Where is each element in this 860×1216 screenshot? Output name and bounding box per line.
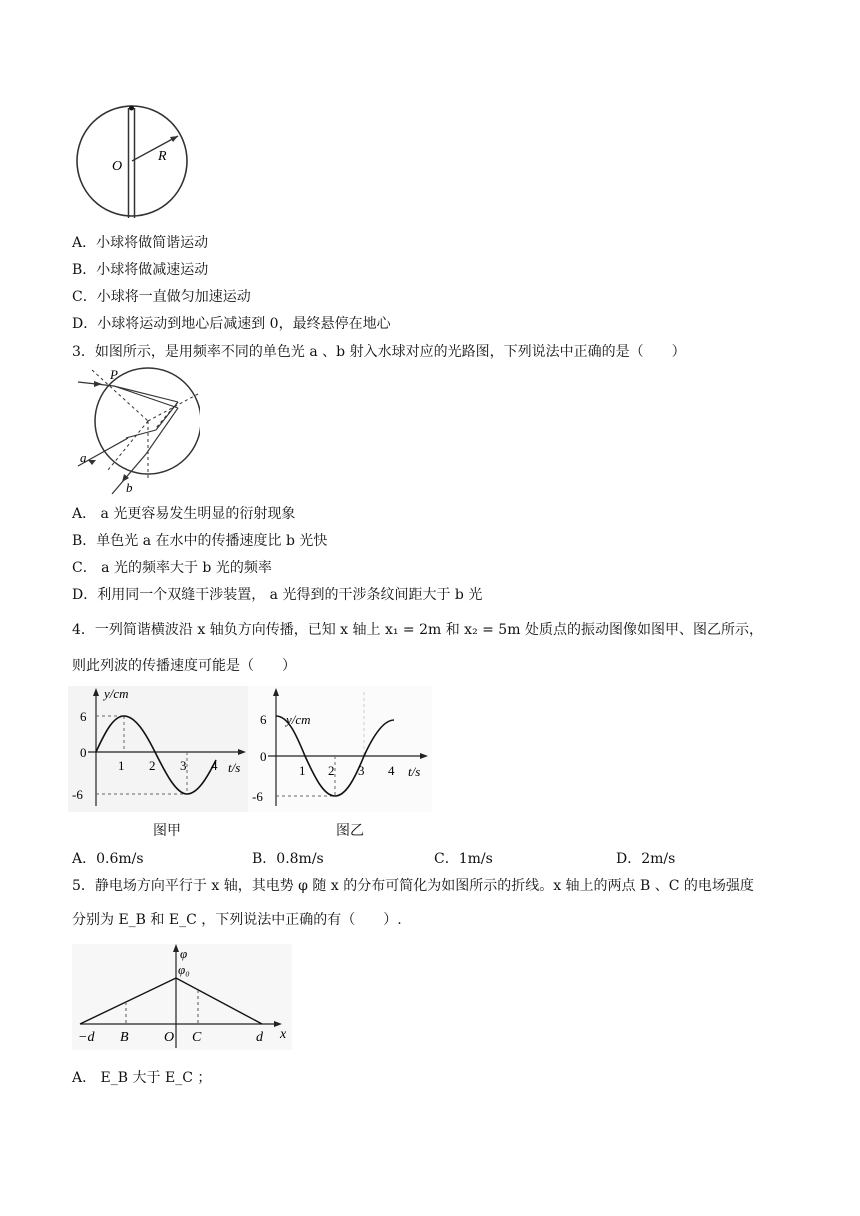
q4-g1-xtick-2: 2 <box>149 758 156 773</box>
q2-center-label: O <box>112 159 123 174</box>
q3-stem: 3．如图所示，是用频率不同的单色光 a 、b 射入水球对应的光路图，下列说法中正确的是（ ） <box>72 344 686 360</box>
q5-b-label: B <box>120 1030 129 1045</box>
q4-g2-xtick-1: 1 <box>299 763 306 778</box>
q5-stem-line1: 5．静电场方向平行于 x 轴，其电势 φ 随 x 的分布可简化为如图所示的折线。x 轴上的两点 B 、C 的电场强度 <box>72 878 754 894</box>
q4-caption-yi: 图乙 <box>336 823 364 839</box>
q5-c-label: C <box>192 1030 202 1045</box>
q4-g2-xtick-4: 4 <box>388 763 395 778</box>
q3-b-label: b <box>126 480 133 495</box>
q4-g1-xtick-4: 4 <box>211 758 218 773</box>
q4-g2-ytick-0: 0 <box>260 749 267 764</box>
q4-g1-xtick-1: 1 <box>118 758 125 773</box>
q2-option-b: B．小球将做减速运动 <box>72 262 209 278</box>
q3-a-label: a <box>80 450 87 465</box>
q5-phi0-label: φ₀ <box>178 962 190 977</box>
q3-option-d: D．利用同一个双缝干涉装置， a 光得到的干涉条纹间距大于 b 光 <box>72 587 483 603</box>
q4-g1-ytick-neg6: -6 <box>72 787 83 802</box>
q4-g1-ylabel: y/cm <box>104 686 129 701</box>
q4-stem-line2: 则此列波的传播速度可能是（ ） <box>72 658 296 674</box>
q4-option-c: C．1m/s <box>434 851 493 867</box>
q4-g2-ytick-6: 6 <box>260 712 267 727</box>
q3-figure-water-ball-light-paths <box>72 366 200 498</box>
q4-caption-jia: 图甲 <box>153 823 181 839</box>
q4-option-a: A．0.6m/s <box>72 851 144 867</box>
q5-figure-potential-graph <box>72 944 292 1050</box>
q2-radius-label: R <box>158 149 167 164</box>
q3-option-c: C． a 光的频率大于 b 光的频率 <box>72 560 272 576</box>
q2-option-c: C．小球将一直做匀加速运动 <box>72 289 251 305</box>
q5-stem-line2: 分别为 E_B 和 E_C ，下列说法中正确的有（ ）. <box>72 912 402 928</box>
q2-option-a: A．小球将做简谐运动 <box>72 235 209 251</box>
q4-g2-ylabel: y/cm <box>286 712 311 727</box>
q4-option-d: D．2m/s <box>616 851 676 867</box>
q5-minus-d-label: −d <box>78 1030 95 1045</box>
q4-g2-xtick-2: 2 <box>328 763 335 778</box>
q4-g2-xlabel: t/s <box>408 764 421 779</box>
q4-graph-jia <box>68 686 250 812</box>
q4-option-b: B．0.8m/s <box>252 851 324 867</box>
q3-option-b: B．单色光 a 在水中的传播速度比 b 光快 <box>72 533 328 549</box>
q4-g1-xtick-3: 3 <box>180 758 187 773</box>
q2-figure-earth-tunnel <box>72 102 196 224</box>
q3-p-label: P <box>110 367 118 382</box>
q4-g1-ytick-0: 0 <box>80 745 87 760</box>
q4-graph-yi <box>248 686 432 812</box>
q5-phi-label: φ <box>180 946 188 961</box>
q4-g2-xtick-3: 3 <box>358 763 365 778</box>
q4-stem-line1: 4．一列简谐横波沿 x 轴负方向传播，已知 x 轴上 x₁ = 2m 和 x₂ = 5m 处质点的振动图像如图甲、图乙所示， <box>72 622 763 638</box>
q2-option-d: D．小球将运动到地心后减速到 0，最终悬停在地心 <box>72 316 391 332</box>
q5-o-label: O <box>164 1030 175 1045</box>
q4-g1-ytick-6: 6 <box>80 709 87 724</box>
q3-option-a: A． a 光更容易发生明显的衍射现象 <box>72 506 296 522</box>
q5-option-a: A． E_B 大于 E_C ； <box>72 1070 212 1086</box>
q5-x-label: x <box>280 1027 287 1042</box>
q4-g1-xlabel: t/s <box>228 760 241 775</box>
q4-g2-ytick-neg6: -6 <box>252 789 263 804</box>
q5-d-label: d <box>256 1030 263 1045</box>
